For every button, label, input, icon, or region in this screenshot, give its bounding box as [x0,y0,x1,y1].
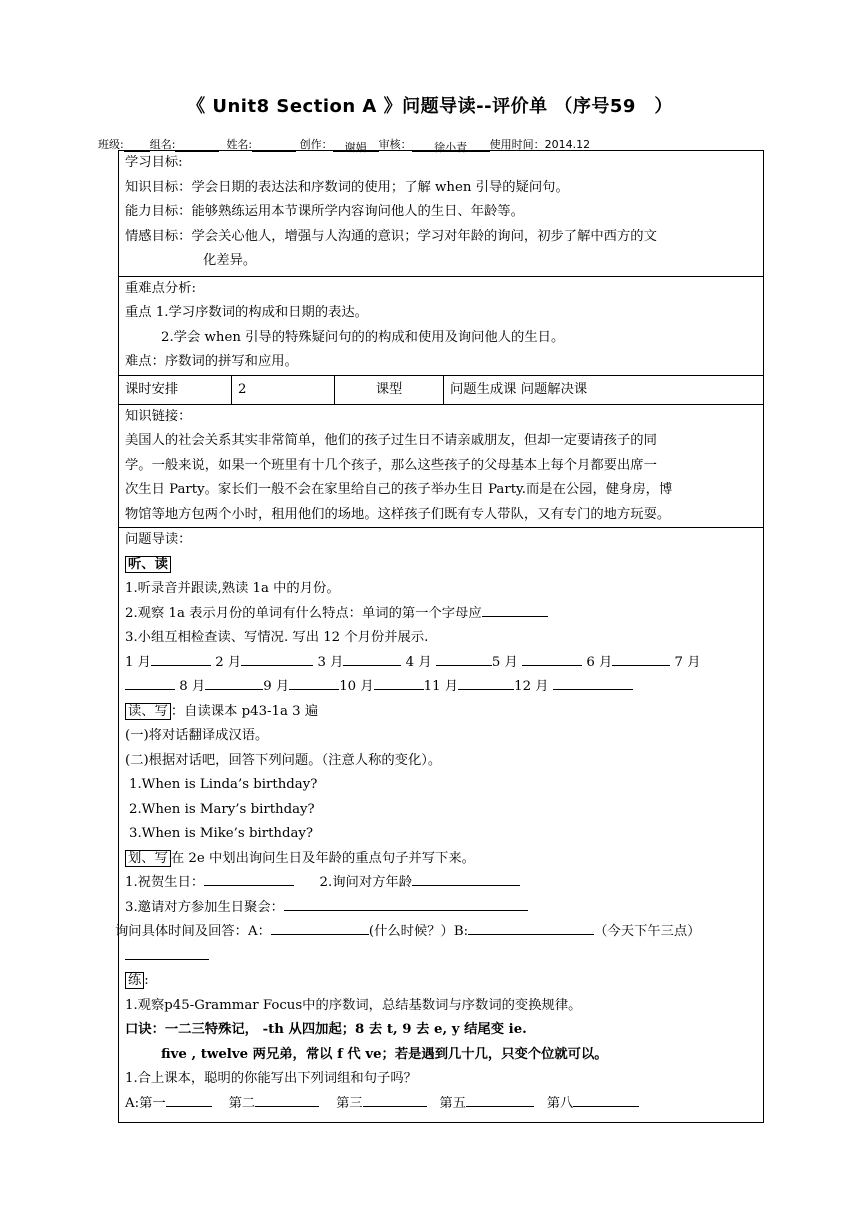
read-write-item: (一)将对话翻译成汉语。 [125,728,269,743]
time-prompt: 询问具体时间及回答：A： [115,924,271,939]
objectives-row [119,151,764,277]
ordinals-label: A: [125,1095,140,1111]
class-label: 班级: [98,138,124,151]
month-blank[interactable] [436,651,492,666]
ordinal-label: 第八 [546,1095,574,1111]
practice-item: 1.合上课本，聪明的你能写出下列词组和句子吗？ [125,1071,417,1086]
month-blank[interactable] [205,675,263,690]
month-blank[interactable] [458,675,514,690]
schedule-row [119,375,764,404]
month-blank[interactable] [522,651,582,666]
answer-blank[interactable] [284,896,528,911]
ordinal-label: 第二 [228,1095,256,1111]
name-label: 姓名: [226,138,253,151]
month-label: 9 月 [263,679,290,694]
answer-blank[interactable] [204,871,294,886]
objectives-heading: 学习目标: [125,155,183,170]
ability-objective: 能力目标：能够熟练运用本节课所学内容询问他人的生日、年龄等。 [125,204,524,219]
schedule-value: 2 [232,375,335,404]
month-label: 1 月 [125,654,151,670]
key-point-1: 重点 1.学习序数词的构成和日期的表达。 [125,305,368,320]
practice-item: 1.观察p45-Grammar Focus中的序数词，总结基数词与序数词的变换规律。 [125,997,582,1013]
month-label: 11 月 [423,679,459,694]
worksheet-table [115,150,764,1123]
page-title: 《 Unit8 Section A 》问题导读--评价单 （序号59 ） [187,96,673,117]
ordinal-label: 第一 [139,1095,166,1111]
guide-row [119,528,764,1123]
author-value: 谢娟 [333,139,379,152]
answer-blank[interactable] [125,945,209,960]
ordinal-label: 第三 [336,1095,363,1111]
difficulties-heading: 重难点分析: [125,280,196,296]
ordinal-blank[interactable] [255,1092,319,1107]
month-label: 10 月 [339,679,374,694]
month-label: 4 月 [405,654,432,670]
ordinal-blank[interactable] [166,1092,212,1107]
ordinal-blank[interactable] [466,1092,534,1107]
key-point-2: 2.学会 when 引导的特殊疑问句的的构成和使用及询问他人的生日。 [161,329,565,345]
month-label: 8 月 [179,679,206,694]
emotion-objective: 情感目标：学会关心他人，增强与人沟通的意识；学习对年龄的询问，初步了解中西方的文 [125,228,657,244]
months-line-1 [125,651,757,676]
author-label: 创作： [299,138,333,151]
answer-blank[interactable] [412,871,520,886]
month-blank[interactable] [612,651,670,666]
month-blank[interactable] [343,651,401,666]
ordinal-label: 第五 [439,1095,466,1111]
type-value: 问题生成课 问题解决课 [444,375,764,404]
knowledge-objective: 知识目标：学会日期的表达法和序数词的使用；了解 when 引导的疑问句。 [125,179,569,195]
month-label: 2 月 [215,654,242,670]
reviewer-label: 审核： [378,138,412,151]
type-label: 课型 [335,375,444,404]
month-label: 7 月 [674,654,701,670]
age-prompt: 2.询问对方年龄 [319,875,413,890]
month-blank[interactable] [125,675,175,690]
time-prompt-when: (什么时候？）B: [368,924,469,939]
month-label: 3 月 [317,654,344,670]
ordinal-blank[interactable] [573,1092,639,1107]
reviewer-value: 徐小青 [412,139,490,152]
invite-prompt: 3.邀请对方参加生日聚会： [125,899,284,915]
month-label: 6 月 [586,654,613,670]
knowledge-link-line: 物馆等地方包两个小时，租用他们的场地。这样孩子们既有专人带队，又有专门的地方玩耍。 [125,506,671,522]
month-label: 5 月 [491,654,518,670]
group-label: 组名: [149,138,176,151]
read-write-note: ：自读课本 p43-1a 3 遍 [170,703,319,719]
answer-blank[interactable] [271,920,369,935]
difficulties-row [119,276,764,375]
rhyme-line: five , twelve 两兄弟，常以 f 代 ve；若是遇到几十几，只变个位就可以。 [161,1046,608,1062]
greeting-prompt: 1.祝贺生日： [125,875,205,890]
read-write-item: (二)根据对话吧，回答下列问题。（注意人称的变化）。 [125,752,442,768]
listen-read-item: 1.听录音并跟读,熟读 1a 中的月份。 [125,581,340,596]
month-blank[interactable] [374,675,424,690]
time-prompt-hint: （今天下午三点） [594,924,701,939]
month-label: 12 月 [514,679,549,694]
listen-read-label: 听、读 [125,556,171,573]
knowledge-link-row [119,404,764,528]
answer-blank[interactable] [482,602,548,617]
date-label: 使用时间：2014.12 [489,138,591,151]
month-blank[interactable] [553,675,633,690]
months-line-2 [125,675,757,700]
emotion-objective-cont: 化差异。 [203,253,257,268]
month-blank[interactable] [289,675,339,690]
ordinal-blank[interactable] [363,1092,427,1107]
knowledge-link-heading: 知识链接： [125,408,192,424]
knowledge-link-line: 学。一般来说，如果一个班里有十几个孩子，那么这些孩子的父母基本上每个月都要出席一 [125,457,657,473]
mark-write-label: 划、写 [125,850,171,867]
listen-read-item: 2.观察 1a 表示月份的单词有什么特点：单词的第一个字母应 [125,605,482,621]
month-blank[interactable] [241,651,313,666]
month-blank[interactable] [151,651,211,666]
question: 1.When is Linda’s birthday? [129,777,318,792]
rhyme-line: 口诀：一二三特殊记， -th 从四加起；8 去 t, 9 去 e, y 结尾变 ie. [125,1022,527,1037]
question: 3.When is Mike’s birthday? [129,826,314,841]
knowledge-link-line: 次生日 Party。家长们一般不会在家里给自己的孩子举办生日 Party.而是在公园，健身房，博 [125,482,673,497]
practice-label: 练 [125,972,144,989]
answer-blank[interactable] [468,920,594,935]
ordinals-line [125,1092,757,1117]
listen-read-item: 3.小组互相检查读、写情况. 写出 12 个月份并展示. [125,630,429,645]
practice-colon: : [144,973,149,988]
guide-heading: 问题导读： [125,532,192,547]
mark-write-note: 在 2e 中划出询问生日及年龄的重点句子并写下来。 [170,850,475,866]
read-write-label: 读、写 [125,703,171,720]
hard-point: 难点：序数词的拼写和应用。 [125,354,298,369]
schedule-label: 课时安排 [119,375,232,404]
knowledge-link-line: 美国人的社会关系其实非常简单，他们的孩子过生日不请亲戚朋友，但却一定要请孩子的同 [125,433,657,448]
question: 2.When is Mary’s birthday? [129,801,315,817]
